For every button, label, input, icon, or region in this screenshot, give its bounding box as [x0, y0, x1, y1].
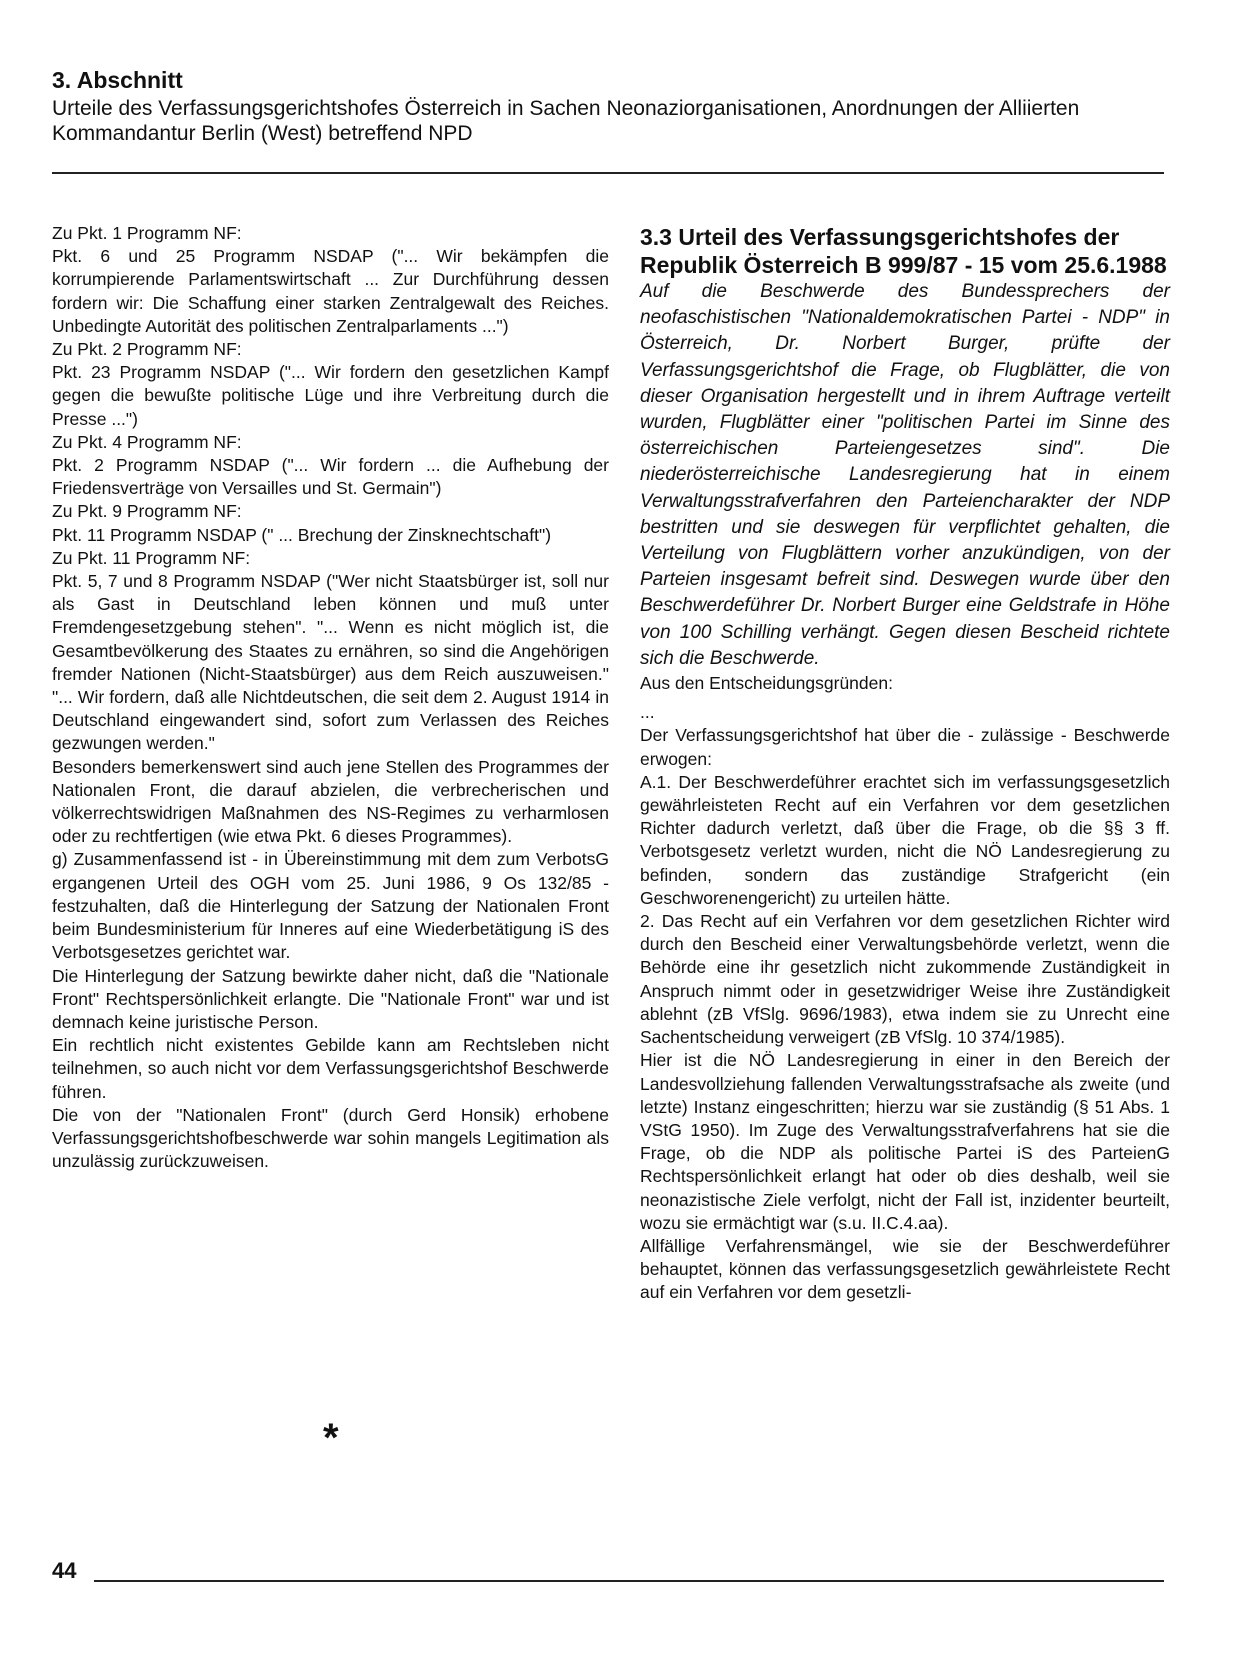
right-paragraph: 2. Das Recht auf ein Verfahren vor dem gesetzlichen Richter wird durch den Bescheid einer Verwaltungsbehörde verletzt, wenn die Behörde eine ihr gesetzlich nicht zukommende Zuständigkeit in Anspruch nimmt oder in gesetzwidriger Weise ihre Zuständigkeit ablehnt (zB VfSlg. 9696/1983), etwa indem sie zu Unrecht eine Sachentscheidung verweigert (zB VfSlg. 10 374/1985).: [640, 911, 1170, 1048]
page-number: 44: [52, 1558, 77, 1583]
footer-rule: [94, 1580, 1164, 1582]
left-paragraph: Ein rechtlich nicht existentes Gebilde kann am Rechtsleben nicht teilnehmen, so auch nicht vor dem Verfassungsgerichtshof Beschwerde führen.: [52, 1035, 609, 1102]
left-paragraph: Die von der "Nationalen Front" (durch Gerd Honsik) erhobene Verfassungsgerichtshofbeschwerde war sohin mangels Legitimation als unzulässig zurückzuweisen.: [52, 1104, 609, 1172]
left-paragraph: Pkt. 23 Programm NSDAP ("... Wir fordern den gesetzlichen Kampf gegen die bewußte politische Lüge und ihre Verbreitung durch die Presse ..."): [52, 362, 609, 429]
section-title: Urteile des Verfassungsgerichtshofes Österreich in Sachen Neonaziorganisationen, Anordnungen der Alliierten Kommandantur Berlin (West) betreffend NPD: [52, 97, 1080, 145]
left-paragraph: Pkt. 11 Programm NSDAP (" ... Brechung der Zinsknechtschaft"): [52, 524, 552, 545]
article-heading: 3.3 Urteil des Verfassungsgerichtshofes der Republik Österreich B 999/87 - 15 vom 25.6.1988: [640, 224, 1167, 278]
page-header: [52, 66, 1172, 146]
section-number: 3. Abschnitt: [52, 67, 183, 93]
left-paragraph: Zu Pkt. 1 Programm NF:: [52, 223, 242, 243]
left-paragraph: Besonders bemerkenswert sind auch jene Stellen des Programmes der Nationalen Front, die darauf abzielen, die verbrecherischen und völkerrechtswidrigen Maßnahmen des NS-Regimes zu verharmlosen oder zu rechtfertigen (wie etwa Pkt. 6 dieses Programmes).: [52, 756, 609, 847]
left-paragraph: Die Hinterlegung der Satzung bewirkte daher nicht, daß die "Nationale Front" Rechtspersönlichkeit erlangte. Die "Nationale Front" war und ist demnach keine juristische Person.: [52, 965, 609, 1032]
right-paragraph: Der Verfassungsgerichtshof hat über die - zulässige - Beschwerde erwogen:: [640, 725, 1170, 769]
right-paragraph: ...: [640, 702, 655, 723]
article-abstract: Auf die Beschwerde des Bundessprechers der neofaschistischen "Nationaldemokratischen Partei - NDP" in Österreich, Dr. Norbert Burger, prüfte der Verfassungsgerichtshof die Frage, ob Flugblätter, die von dieser Organisation hergestellt und in ihrem Auftrage verteilt wurden, Flugblätter einer "politischen Partei im Sinne des österreichischen Parteiengesetzes sind". Die niederösterreichische Landesregierung hat in einem Verwaltungsstrafverfahren den Parteiencharakter der NDP bestritten und sie deswegen für verpflichtet gehalten, die Verteilung von Flugblättern vorher anzukündigen, von der Parteien insgesamt befreit sind. Deswegen wurde über den Beschwerdeführer Dr. Norbert Burger eine Geldstrafe in Höhe von 100 Schilling verhängt. Gegen diesen Bescheid richtete sich die Beschwerde.: [640, 281, 1170, 669]
right-paragraph: A.1. Der Beschwerdeführer erachtet sich im verfassungsgesetzlich gewährleisteten Recht auf ein Verfahren vor dem gesetzlichen Richter dadurch verletzt, daß über die Frage, ob die §§ 3 ff. Verbotsgesetz verletzt wurden, nicht die NÖ Landesregierung zu befinden, sondern das zuständige Strafgericht (ein Geschworenengericht) zu urteilen hätte.: [640, 771, 1170, 908]
right-column: [640, 223, 1170, 1305]
left-paragraph: Pkt. 5, 7 und 8 Programm NSDAP ("Wer nicht Staatsbürger ist, soll nur als Gast in Deutschland leben können und muß unter Fremdengesetzgebung stehen". "... Wenn es nicht möglich ist, die Gesamtbevölkerung des Staates zu ernähren, so sind die Angehörigen fremder Nationen (Nicht-Staatsbürger) aus dem Reich auszuweisen." "... Wir fordern, daß alle Nichtdeutschen, die seit dem 2. August 1914 in Deutschland eingewandert sind, sofort zum Verlassen des Reiches gezwungen werden.": [52, 571, 609, 754]
right-paragraph: Hier ist die NÖ Landesregierung in einer in den Bereich der Landesvollziehung fallenden Verwaltungsstrafsache als zweite (und letzte) Instanz eingeschritten; hierzu war sie zuständig (§ 51 Abs. 1 VStG 1950). Im Zuge des Verwaltungsstrafverfahrens hat sie die Frage, ob die NDP als politische Partei iS des ParteienG Rechtspersönlichkeit erlangt hat oder ob dies deshalb, weil sie neonazistische Ziele verfolgt, nicht der Fall ist, inzidenter beurteilt, wozu sie ermächtigt war (s.u. II.C.4.aa).: [640, 1050, 1170, 1233]
header-rule: [52, 172, 1164, 174]
left-paragraph: g) Zusammenfassend ist - in Übereinstimmung mit dem zum VerbotsG ergangenen Urteil des OGH vom 25. Juni 1986, 9 Os 132/85 - festzuhalten, daß die Hinterlegung der Satzung der Nationalen Front beim Bundesministerium für Inneres auf eine Wiederbetätigung iS des Verbotsgesetzes gerichtet war.: [52, 849, 609, 963]
end-mark-asterisk: *: [323, 1416, 339, 1460]
left-paragraph: Zu Pkt. 4 Programm NF:: [52, 431, 242, 452]
right-paragraph: Allfällige Verfahrensmängel, wie sie der Beschwerdeführer behauptet, können das verfassungsgesetzlich gewährleistete Recht auf ein Verfahren vor dem gesetzli-: [640, 1235, 1170, 1303]
left-paragraph: Pkt. 6 und 25 Programm NSDAP ("... Wir bekämpfen die korrumpierende Parlamentswirtschaft ... Zur Durchführung dessen fordern wir: Die Schaffung einer starken Zentralgewalt des Reiches. Unbedingte Autorität des politischen Zentralparlaments ..."): [52, 246, 609, 336]
left-paragraph: Zu Pkt. 2 Programm NF:: [52, 339, 242, 360]
left-paragraph: Zu Pkt. 9 Programm NF:: [52, 501, 242, 522]
page-footer: [52, 1558, 1164, 1598]
left-paragraph: Pkt. 2 Programm NSDAP ("... Wir fordern ... die Aufhebung der Friedensverträge von Versailles und St. Germain"): [52, 455, 609, 499]
reasons-label: Aus den Entscheidungsgründen:: [640, 673, 893, 694]
left-paragraph: Zu Pkt. 11 Programm NF:: [52, 547, 251, 568]
left-column: [52, 222, 609, 1173]
